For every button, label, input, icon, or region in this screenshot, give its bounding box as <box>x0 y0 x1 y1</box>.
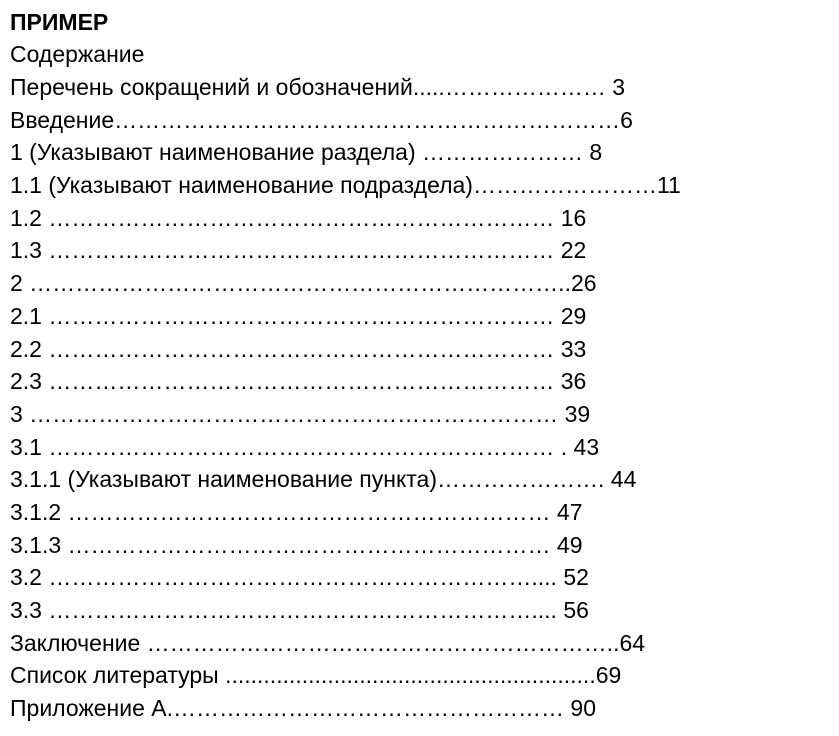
toc-line: Приложение А.…………………………………………… 90 <box>10 695 596 722</box>
toc-line: 1.3 ………………………………………………………… 22 <box>10 237 587 264</box>
toc-line: 2.1 ………………………………………………………… 29 <box>10 302 587 329</box>
toc-title: Содержание <box>10 41 145 67</box>
toc-line: 3.1.1 (Указывают наименование пункта)…………………. 44 <box>10 466 637 493</box>
toc-line: 1 (Указывают наименование раздела) ………………… 8 <box>10 139 603 166</box>
toc-line: 3.1 ………………………………………………………… . 43 <box>10 433 600 460</box>
toc-line: Список литературы ..........................................................69 <box>10 662 622 689</box>
toc-line: Заключение ……………………………………………………..64 <box>10 629 646 656</box>
toc-line: Введение…………………………………………………………6 <box>10 106 633 133</box>
document-heading: ПРИМЕР <box>10 9 109 35</box>
toc-line: 3.3 ……………………………………………………….... 56 <box>10 597 589 623</box>
toc-line: 2 ……………………………………………………………..26 <box>10 270 597 297</box>
toc-line: 3.1.2 ……………………………………………………… 47 <box>10 498 583 525</box>
toc-line: 3 …………………………………………………………… 39 <box>10 400 591 427</box>
toc-line: 1.2 ………………………………………………………… 16 <box>10 204 587 231</box>
toc-line: 3.1.3 ……………………………………………………… 49 <box>10 531 583 558</box>
toc-line: 2.2 ………………………………………………………… 33 <box>10 335 587 362</box>
table-of-contents <box>10 71 839 725</box>
toc-line: 2.3 ………………………………………………………… 36 <box>10 368 587 395</box>
toc-line: 3.2 ……………………………………………………….... 52 <box>10 564 589 591</box>
toc-line: Перечень сокращений и обозначений.....………………… 3 <box>10 74 626 100</box>
toc-line: 1.1 (Указывают наименование подраздела)……………………11 <box>10 172 681 199</box>
